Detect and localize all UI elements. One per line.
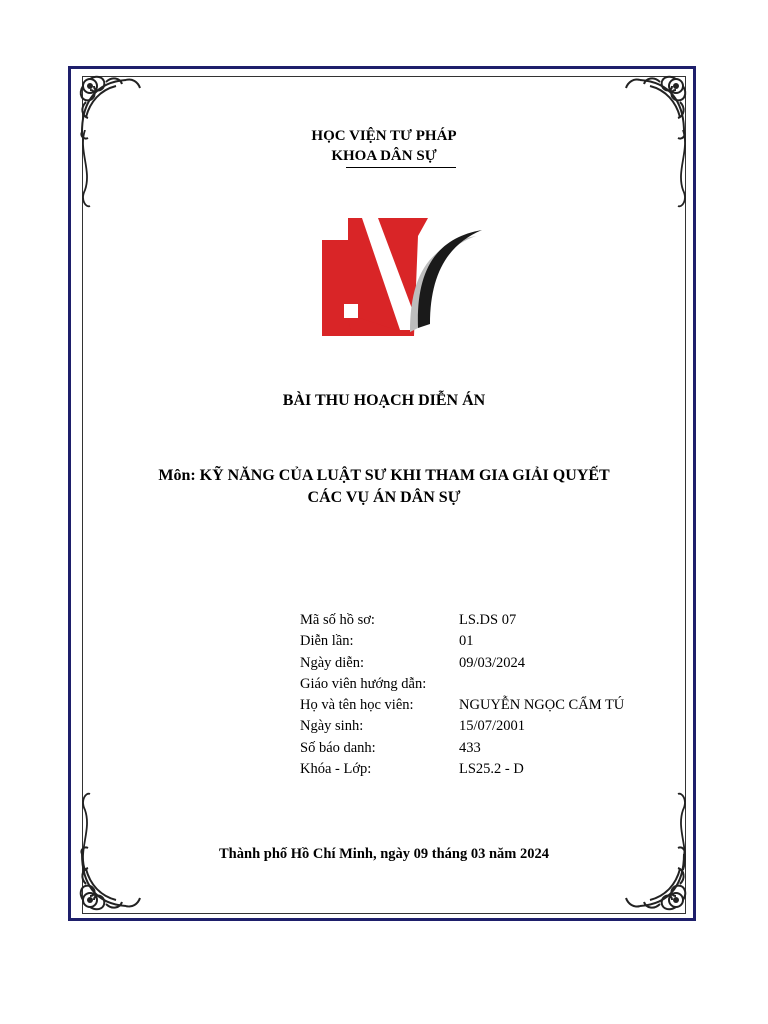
subject-title: [0, 465, 768, 509]
report-title: BÀI THU HOẠCH DIỄN ÁN: [282, 392, 486, 409]
info-value: 01: [459, 633, 474, 650]
info-row: [300, 631, 624, 652]
info-label: Mã số hồ sơ:: [300, 612, 375, 628]
info-row: [300, 674, 624, 695]
place-date-line: Thành phố Hồ Chí Minh, ngày 09 tháng 03 năm 2024: [219, 846, 549, 862]
info-value: 09/03/2024: [459, 654, 526, 671]
subject-line-2: CÁC VỤ ÁN DÂN SỰ: [307, 489, 461, 506]
info-row: [300, 716, 624, 737]
info-row: [300, 759, 624, 780]
subject-line-1: Môn: KỸ NĂNG CỦA LUẬT SƯ KHI THAM GIA GIẢI QUYẾT: [158, 467, 610, 484]
logo-icon: [318, 214, 488, 340]
institution-name: HỌC VIỆN TƯ PHÁP: [311, 128, 457, 144]
info-label: Khóa - Lớp:: [300, 761, 372, 778]
info-value: 433: [459, 739, 481, 756]
info-row: [300, 738, 624, 759]
info-row: [300, 695, 624, 716]
info-label: Số báo danh:: [300, 739, 376, 756]
info-label: Diễn lần:: [300, 633, 354, 650]
info-label: Ngày diễn:: [300, 654, 365, 671]
info-value: LS.DS 07: [459, 612, 517, 628]
info-value: LS25.2 - D: [459, 761, 524, 778]
header-divider: [346, 167, 456, 168]
institution-header: [0, 126, 768, 166]
info-table: [300, 610, 624, 780]
info-value: 15/07/2001: [459, 718, 526, 735]
info-label: Ngày sinh:: [300, 718, 364, 735]
info-label: Giáo viên hướng dẫn:: [300, 675, 427, 692]
info-label: Họ và tên học viên:: [300, 697, 414, 714]
faculty-name: KHOA DÂN SỰ: [331, 148, 437, 164]
info-row: [300, 653, 624, 674]
info-row: [300, 610, 624, 631]
info-value: NGUYỄN NGỌC CẨM TÚ: [459, 697, 625, 714]
